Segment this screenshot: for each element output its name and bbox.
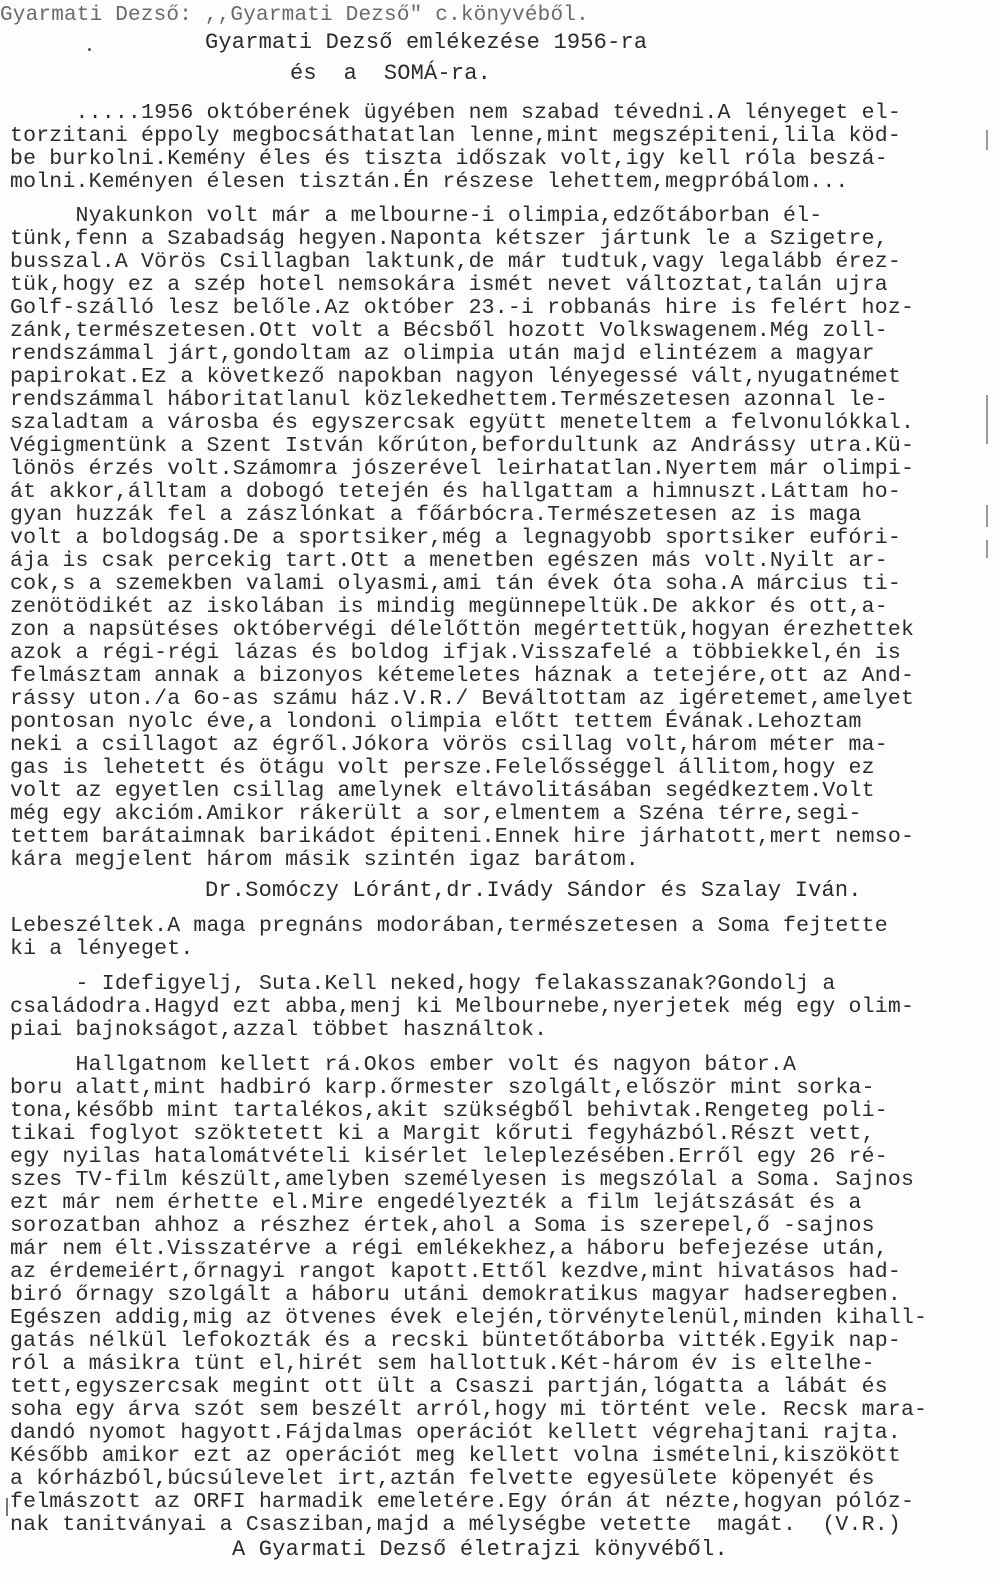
paragraph-4-line: nak tanitványai a Csasziban,majd a mélységbe vetette magát. (V.R.) [10, 1513, 901, 1537]
margin-mark [986, 420, 988, 444]
paragraph-3-line: ki a lényeget. [10, 937, 194, 961]
paragraph-4-line: tett,egyszercsak megint ott ült a Csaszi partján,lógatta a lábát és [10, 1375, 888, 1399]
paragraph-4-line: felmászott az ORFI harmadik emeletére.Egy órán át nézte,hogyan pólóz- [10, 1490, 915, 1514]
paragraph-1-line: torzitani éppoly megbocsáthatatlan lenne,mint megszépiteni,lila köd- [10, 124, 901, 148]
paragraph-4-line: szes TV-film készült,amelyben személyesen is megszólal a Soma. Sajnos [10, 1168, 915, 1192]
paragraph-2-line: szaladtam a városba és egyszercsak együtt meneteltem a felvonulókkal. [10, 411, 915, 435]
paragraph-2-line: zenötödikét az iskolában is mindig megünnepeltük.De akkor és ott,a- [10, 595, 888, 619]
paragraph-4-line: soha egy árva szót sem beszélt arról,hogy mi történt vele. Recsk mara- [10, 1398, 928, 1422]
margin-mark [986, 540, 988, 558]
paragraph-2-line: gyan huzzák fel a zászlónkat a főárbócra.Természetesen az is maga [10, 503, 862, 527]
paragraph-2-line: tünk,fenn a Szabadság hegyen.Naponta kétszer jártunk le a Szigetre, [10, 227, 888, 251]
paragraph-4-line: egy nyilas hatalomátvételi kisérlet leleplezésében.Erről egy 26 ré- [10, 1145, 888, 1169]
paragraph-4-line: az érdemeiért,őrnagyi rangot kapott.Ettől kezdve,mint hivatásos had- [10, 1260, 901, 1284]
paragraph-2-line: azok a régi-régi lázas és boldog ifjak.Visszafelé a többiekkel,én is [10, 641, 901, 665]
paragraph-4-line: dandó nyomot hagyott.Fájdalmas operációt kellett végrehajtani rajta. [10, 1421, 901, 1445]
paragraph-4-line: Egészen addig,mig az ötvenes évek elején,törvénytelenül,minden kihall- [10, 1306, 928, 1330]
names-line: Dr.Somóczy Lóránt,dr.Ivády Sándor és Szalay Iván. [205, 878, 862, 903]
paragraph-2-line: Golf-szálló lesz belőle.Az október 23.-i robbanás hire is felért hoz- [10, 296, 915, 320]
paragraph-2-line: gas is lehetett és ötágu volt persze.Felelősséggel állitom,hogy ez [10, 756, 875, 780]
paragraph-4-line: ról a másikra tünt el,hirét sem hallottuk.Két-három év is eltelhe- [10, 1352, 875, 1376]
paragraph-4-line: a kórházból,búcsúlevelet irt,aztán felvette egyesülete köpenyét és [10, 1467, 875, 1491]
paragraph-2-line: rendszámmal járt,gondoltam az olimpia után majd elintézem a magyar [10, 342, 875, 366]
quote-line: családodra.Hagyd ezt abba,menj ki Melbournebe,nyerjetek még egy olim- [10, 995, 915, 1019]
paragraph-2-line: rássy uton./a 6o-as számu ház.V.R./ Beváltottam az igéretemet,amelyet [10, 687, 915, 711]
paragraph-2-line: lönös érzés volt.Számomra jószerével leirhatatlan.Nyertem már olimpi- [10, 457, 915, 481]
paragraph-4-line: ezt már nem érhette el.Mire engedélyezték a film lejátszását és a [10, 1191, 862, 1215]
paragraph-3-line: Lebeszéltek.A maga pregnáns modorában,természetesen a Soma fejtette [10, 914, 888, 938]
quote-line: piai bajnokságot,azzal többet használtok. [10, 1018, 548, 1042]
paragraph-2-line: zánk,természetesen.Ott volt a Bécsből hozott Volkswagenem.Még zoll- [10, 319, 888, 343]
document-title: Gyarmati Dezső emlékezése 1956-ra [205, 30, 648, 55]
paragraph-4-line: Hallgatnom kellett rá.Okos ember volt és nagyon bátor.A [10, 1053, 797, 1077]
document-subtitle: és a SOMÁ-ra. [290, 61, 492, 86]
paragraph-2-line: tük,hogy ez a szép hotel nemsokára ismét nevet változtat,talán ujra [10, 273, 888, 297]
edge-mark [6, 1498, 8, 1516]
paragraph-2-line: Végigmentünk a Szent István kőrúton,befordultunk az Andrássy utra.Kü- [10, 434, 915, 458]
paragraph-1-line: molni.Keményen élesen tisztán.Én részese lehettem,megpróbálom... [10, 170, 849, 194]
ink-dot [88, 48, 91, 51]
margin-mark [986, 505, 988, 527]
paragraph-4-line: tikai foglyot szöktetett ki a Margit kőruti fegyházból.Részt vett, [10, 1122, 875, 1146]
paragraph-4-line: Később amikor ezt az operációt meg kellett volna ismételni,kiszökött [10, 1444, 901, 1468]
paragraph-2-line: zon a napsütéses októbervégi délelőttön megértettük,hogyan érezhettek [10, 618, 915, 642]
margin-mark [986, 130, 988, 150]
paragraph-2-line: át akkor,álltam a dobogó tetején és hallgattam a himnuszt.Láttam ho- [10, 480, 901, 504]
paragraph-2-line: Nyakunkon volt már a melbourne-i olimpia,edzőtáborban él- [10, 204, 823, 228]
paragraph-4-line: sorozatban ahhoz a részhez értek,ahol a Soma is szerepel,ő -sajnos [10, 1214, 875, 1238]
paragraph-2-line: még egy akcióm.Amikor rákerült a sor,elmentem a Széna térre,segi- [10, 802, 862, 826]
paragraph-4-line: biró őrnagy szolgált a háboru utáni demokratikus magyar hadseregben. [10, 1283, 901, 1307]
source-header: Gyarmati Dezső: ,,Gyarmati Dezső" c.könyvéből. [0, 4, 589, 27]
quote-line: - Idefigyelj, Suta.Kell neked,hogy felakasszanak?Gondolj a [10, 972, 836, 996]
paragraph-4-line: tona,később mint tartalékos,akit szükségből behivtak.Rengeteg poli- [10, 1099, 888, 1123]
paragraph-1-line: .....1956 októberének ügyében nem szabad tévedni.A lényeget el- [10, 101, 901, 125]
paragraph-2-line: papirokat.Ez a következő napokban nagyon lényegessé vált,nyugatnémet [10, 365, 901, 389]
paragraph-2-line: ája is csak percekig tart.Ott a menetben egészen más volt.Nyilt ar- [10, 549, 888, 573]
paragraph-2-line: cok,s a szemekben valami olyasmi,ami tán évek óta soha.A március ti- [10, 572, 901, 596]
paragraph-4-line: gatás nélkül lefokozták és a recski büntetőtáborba vitték.Egyik nap- [10, 1329, 901, 1353]
paragraph-2-line: volt a boldogság.De a sportsiker,még a legnagyobb sportsiker eufóri- [10, 526, 901, 550]
footer-source-note: A Gyarmati Dezső életrajzi könyvéből. [232, 1537, 728, 1562]
paragraph-1-line: be burkolni.Kemény éles és tiszta időszak volt,igy kell róla beszá- [10, 147, 888, 171]
paragraph-2-line: rendszámmal háboritatlanul közlekedhettem.Természetesen azonnal le- [10, 388, 888, 412]
paragraph-2-line: volt az egyetlen csillag amelynek eltávolitásában segédkeztem.Volt [10, 779, 875, 803]
paragraph-2-line: neki a csillagot az égről.Jókora vörös csillag volt,három méter ma- [10, 733, 888, 757]
paragraph-2-line: busszal.A Vörös Csillagban laktunk,de már tudtuk,vagy legalább érez- [10, 250, 901, 274]
paragraph-4-line: boru alatt,mint hadbiró karp.őrmester szolgált,először mint sorka- [10, 1076, 875, 1100]
paragraph-2-line: tettem barátaimnak barikádot épiteni.Ennek hire járhatott,mert nemso- [10, 825, 915, 849]
paragraph-4-line: már nem élt.Visszatérve a régi emlékekhez,a háboru befejezése után, [10, 1237, 888, 1261]
paragraph-2-line: felmásztam annak a bizonyos kétemeletes háznak a tetejére,ott az And- [10, 664, 915, 688]
paragraph-2-line: kára megjelent három másik szintén igaz barátom. [10, 848, 639, 872]
paragraph-2-line: pontosan nyolc éve,a londoni olimpia előtt tettem Évának.Lehoztam [10, 710, 862, 734]
